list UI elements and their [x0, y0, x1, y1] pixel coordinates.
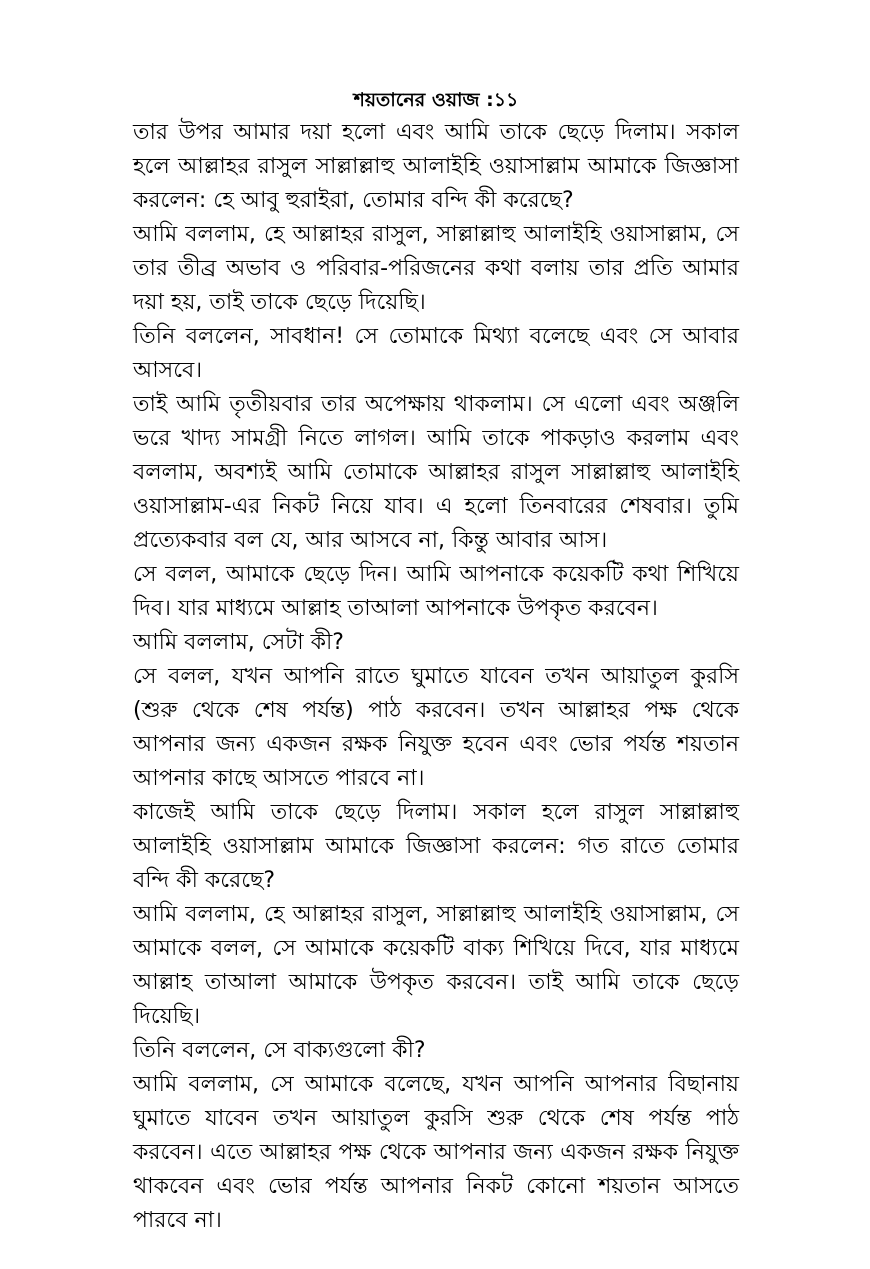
- paragraph: তিনি বললেন, সাবধান! সে তোমাকে মিথ্যা বলেছে এবং সে আবার আসবে।: [133, 324, 739, 383]
- paragraph: সে বলল, যখন আপনি রাতে ঘুমাতে যাবেন তখন আয়াতুল কুরসি (শুরু থেকে শেষ পর্যন্ত) পাঠ করবেন। তখন আল্লাহর পক্ষ থেকে আপনার জন্য একজন রক্ষক নিযুক্ত হবেন এবং ভোর পর্যন্ত শয়তান আপনার কাছে আসতে পারবে না।: [133, 664, 739, 791]
- body-text: [133, 116, 739, 1238]
- paragraph: কাজেই আমি তাকে ছেড়ে দিলাম। সকাল হলে রাসুল সাল্লাল্লাহু আলাইহি ওয়াসাল্লাম আমাকে জিজ্ঞাসা করলেন: গত রাতে তোমার বন্দি কী করেছে?: [133, 800, 739, 893]
- paragraph: আমি বললাম, হে আল্লাহর রাসুল, সাল্লাল্লাহু আলাইহি ওয়াসাল্লাম, সে তার তীব্র অভাব ও পরিবার-পরিজনের কথা বলায় তার প্রতি আমার দয়া হয়, তাই তাকে ছেড়ে দিয়েছি।: [133, 222, 739, 315]
- paragraph: সে বলল, আমাকে ছেড়ে দিন। আমি আপনাকে কয়েকটি কথা শিখিয়ে দিব। যার মাধ্যমে আল্লাহ তাআলা আপনাকে উপকৃত করবেন।: [133, 562, 739, 621]
- document-page: [133, 86, 739, 1238]
- paragraph: আমি বললাম, হে আল্লাহর রাসুল, সাল্লাল্লাহু আলাইহি ওয়াসাল্লাম, সে আমাকে বলল, সে আমাকে কয়েকটি বাক্য শিখিয়ে দিবে, যার মাধ্যমে আল্লাহ তাআলা আমাকে উপকৃত করবেন। তাই আমি তাকে ছেড়ে দিয়েছি।: [133, 902, 739, 1029]
- paragraph: আমি বললাম, সেটা কী?: [133, 630, 344, 655]
- running-header: শয়তানের ওয়াজ :১১: [353, 89, 519, 111]
- paragraph: আমি বললাম, সে আমাকে বলেছে, যখন আপনি আপনার বিছানায় ঘুমাতে যাবেন তখন আয়াতুল কুরসি শুরু থেকে শেষ পর্যন্ত পাঠ করবেন। এতে আল্লাহর পক্ষ থেকে আপনার জন্য একজন রক্ষক নিযুক্ত থাকবেন এবং ভোর পর্যন্ত আপনার নিকট কোনো শয়তান আসতে পারবে না।: [133, 1072, 739, 1233]
- paragraph: তাই আমি তৃতীয়বার তার অপেক্ষায় থাকলাম। সে এলো এবং অঞ্জলি ভরে খাদ্য সামগ্রী নিতে লাগল। আমি তাকে পাকড়াও করলাম এবং বললাম, অবশ্যই আমি তোমাকে আল্লাহর রাসুল সাল্লাল্লাহু আলাইহি ওয়াসাল্লাম-এর নিকট নিয়ে যাব। এ হলো তিনবারের শেষবার। তুমি প্রত্যেকবার বল যে, আর আসবে না, কিন্তু আবার আস।: [133, 392, 739, 553]
- paragraph: তার উপর আমার দয়া হলো এবং আমি তাকে ছেড়ে দিলাম। সকাল হলে আল্লাহর রাসুল সাল্লাল্লাহু আলাইহি ওয়াসাল্লাম আমাকে জিজ্ঞাসা করলেন: হে আবু হুরাইরা, তোমার বন্দি কী করেছে?: [133, 120, 739, 213]
- paragraph: তিনি বললেন, সে বাক্যগুলো কী?: [133, 1038, 426, 1063]
